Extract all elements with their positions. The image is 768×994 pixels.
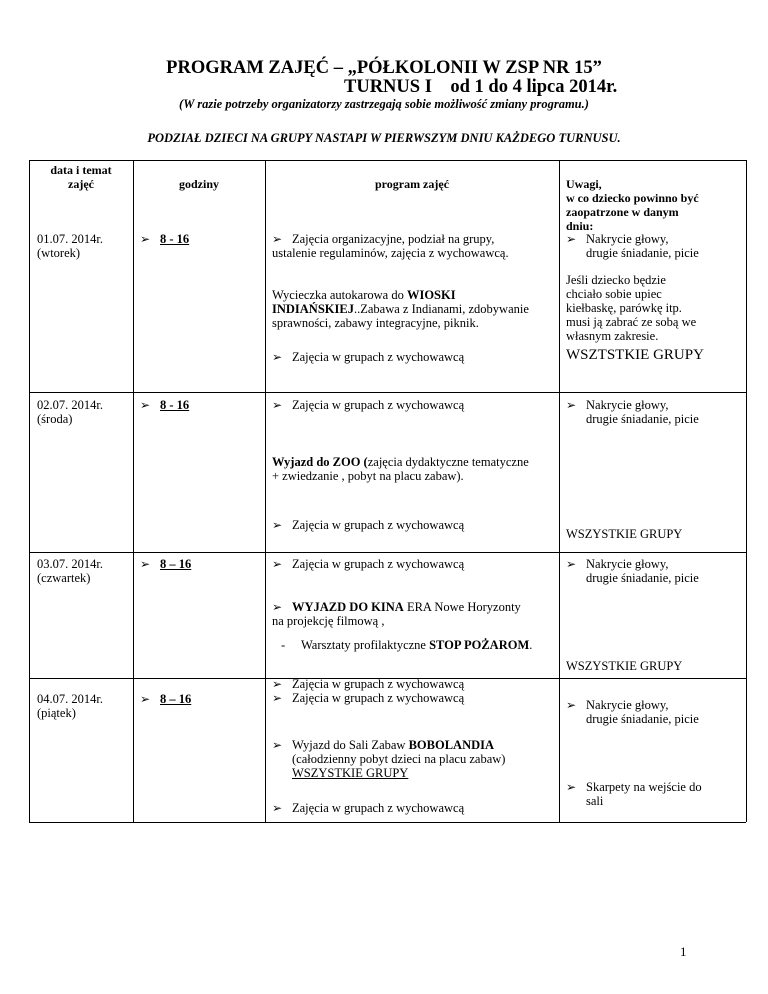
arrow-bullet-icon: ➢: [140, 557, 151, 571]
arrow-bullet-icon: ➢: [272, 350, 283, 364]
day3-date: 03.07. 2014r. (czwartek): [37, 557, 103, 585]
day2-program-3: ➢ Zajęcia w grupach z wychowawcą: [272, 518, 465, 532]
table-border-top: [29, 160, 746, 161]
arrow-bullet-icon: ➢: [272, 398, 283, 412]
day4-notes-1: ➢ Nakrycie głowy, drugie śniadanie, picie: [566, 698, 699, 726]
arrow-bullet-icon: ➢: [272, 738, 283, 752]
day1-hours: ➢ 8 - 16: [140, 232, 190, 246]
table-column-divider: [265, 160, 266, 822]
page-number: 1: [680, 944, 687, 959]
row-divider: [29, 678, 746, 679]
day3-program-3: - Warsztaty profilaktyczne STOP POŻAROM.: [281, 638, 533, 652]
page-title: PROGRAM ZAJĘĆ – „PÓŁKOLONII W ZSP NR 15”: [166, 58, 602, 78]
day3-notes-2: WSZYSTKIE GRUPY: [566, 659, 683, 673]
arrow-bullet-icon: ➢: [140, 692, 151, 706]
day3-hours: ➢ 8 – 16: [140, 557, 192, 571]
day4-program-1: ➢ Zajęcia w grupach z wychowawcą: [272, 691, 465, 705]
groups-note: PODZIAŁ DZIECI NA GRUPY NASTAPI W PIERWSZYM DNIU KAŻDEGO TURNUSU.: [147, 131, 621, 145]
table-border-left: [29, 160, 30, 822]
arrow-bullet-icon: ➢: [272, 232, 283, 246]
day1-notes-3: WSZTSTKIE GRUPY: [566, 347, 704, 363]
day4-program-2: ➢ Wyjazd do Sali Zabaw BOBOLANDIA (całodzienny pobyt dzieci na placu zabaw) WSZYSTKIE GRUPY: [272, 738, 506, 780]
header-hours: godziny: [178, 177, 219, 191]
arrow-bullet-icon: ➢: [566, 698, 577, 712]
day4-notes-2: ➢ Skarpety na wejście do sali: [566, 780, 702, 808]
arrow-bullet-icon: ➢: [566, 557, 577, 571]
row-divider: [29, 552, 746, 553]
table-border-right: [746, 160, 747, 822]
arrow-bullet-icon: ➢: [140, 398, 151, 412]
program-change-note: (W razie potrzeby organizatorzy zastrzegają sobie możliwość zmiany programu.): [179, 97, 589, 111]
table-column-divider: [559, 160, 560, 822]
day1-program-2: Wycieczka autokarowa do WIOSKI INDIAŃSKIEJ..Zabawa z Indianami, zdobywanie sprawności, zabawy integracyjne, piknik.: [272, 288, 529, 330]
day4-date: 04.07. 2014r. (piątek): [37, 692, 103, 720]
day1-program-3: ➢ Zajęcia w grupach z wychowawcą: [272, 350, 465, 364]
day1-notes-2: Jeśli dziecko będzie chciało sobie upiec kiełbaskę, parówkę itp. musi ją zabrać ze sobą we własnym zakresie.: [566, 273, 697, 343]
arrow-bullet-icon: ➢: [272, 677, 283, 691]
header-program: program zajęć: [374, 177, 450, 191]
day2-notes-2: WSZYSTKIE GRUPY: [566, 527, 683, 541]
day1-notes-1: ➢ Nakrycie głowy, drugie śniadanie, picie: [566, 232, 699, 260]
day4-program-3: ➢ Zajęcia w grupach z wychowawcą: [272, 801, 465, 815]
table-border-bottom: [29, 822, 746, 823]
day3-program-2: ➢ WYJAZD DO KINA ERA Nowe Horyzonty na projekcję filmową ,: [272, 600, 521, 628]
day3-notes-1: ➢ Nakrycie głowy, drugie śniadanie, picie: [566, 557, 699, 585]
arrow-bullet-icon: ➢: [272, 518, 283, 532]
arrow-bullet-icon: ➢: [272, 557, 283, 571]
day2-date: 02.07. 2014r. (środa): [37, 398, 103, 426]
arrow-bullet-icon: ➢: [566, 232, 577, 246]
day4-hours: ➢ 8 – 16: [140, 692, 192, 706]
day2-program-2: Wyjazd do ZOO (zajęcia dydaktyczne tematyczne + zwiedzanie , pobyt na placu zabaw).: [272, 455, 529, 483]
table-column-divider: [133, 160, 134, 822]
arrow-bullet-icon: ➢: [272, 801, 283, 815]
header-date: data i temat zajęć: [50, 163, 112, 191]
arrow-bullet-icon: ➢: [140, 232, 151, 246]
day1-program-1: ➢ Zajęcia organizacyjne, podział na grupy, ustalenie regulaminów, zajęcia z wychowawcą.: [272, 232, 509, 260]
day2-program-1: ➢ Zajęcia w grupach z wychowawcą: [272, 398, 465, 412]
arrow-bullet-icon: ➢: [566, 398, 577, 412]
arrow-bullet-icon: ➢: [272, 691, 283, 705]
day1-date: 01.07. 2014r. (wtorek): [37, 232, 103, 260]
day3-program-4: ➢ Zajęcia w grupach z wychowawcą: [272, 677, 465, 691]
arrow-bullet-icon: ➢: [566, 780, 577, 794]
row-divider: [29, 392, 746, 393]
day2-hours: ➢ 8 - 16: [140, 398, 190, 412]
day3-program-1: ➢ Zajęcia w grupach z wychowawcą: [272, 557, 465, 571]
arrow-bullet-icon: ➢: [272, 600, 283, 614]
day2-notes-1: ➢ Nakrycie głowy, drugie śniadanie, picie: [566, 398, 699, 426]
header-notes: Uwagi, w co dziecko powinno być zaopatrzone w danym dniu:: [566, 177, 699, 233]
page-subtitle: TURNUS I od 1 do 4 lipca 2014r.: [344, 77, 618, 97]
